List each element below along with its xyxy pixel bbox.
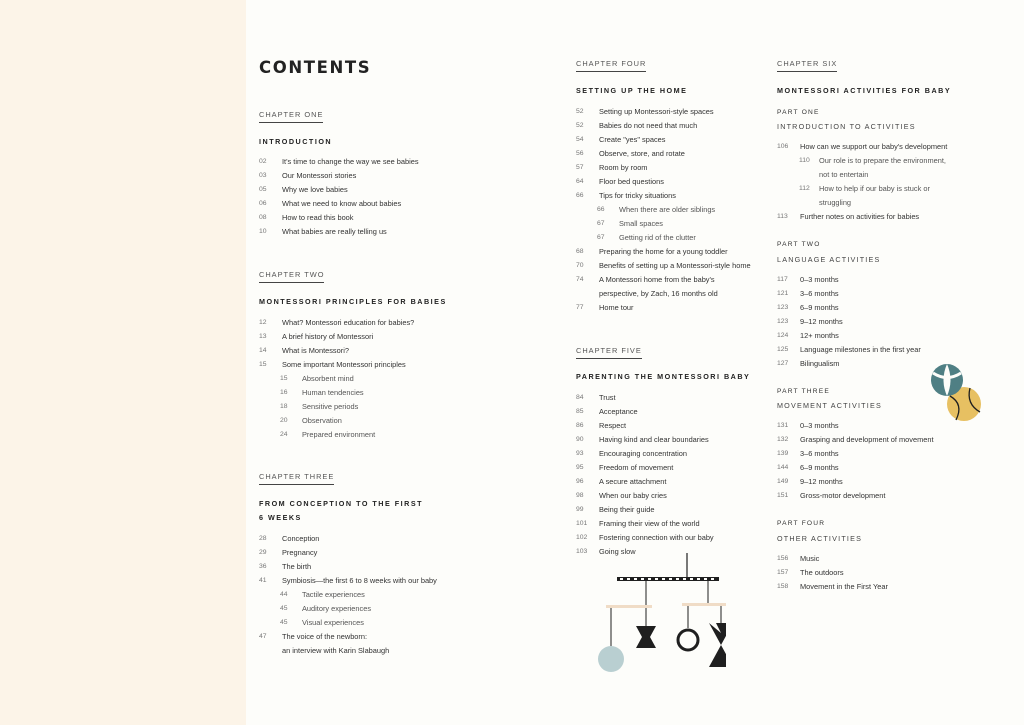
page-number: 10 — [259, 228, 267, 235]
toc-entry[interactable] — [777, 343, 1017, 357]
page-number: 99 — [576, 506, 584, 513]
entry-title: Setting up Montessori-style spaces — [599, 107, 714, 116]
toc-entry[interactable] — [576, 405, 771, 419]
page-number: 113 — [777, 213, 788, 220]
page-number: 144 — [777, 464, 789, 471]
toc-entry[interactable] — [777, 566, 1017, 580]
toc-subentry-continuation[interactable] — [777, 196, 1017, 210]
toc-subentry[interactable] — [259, 616, 559, 630]
page-number: 24 — [280, 431, 288, 438]
part-three-label: PART THREE — [777, 388, 830, 395]
page-number: 124 — [777, 332, 789, 339]
toc-entry[interactable] — [259, 546, 559, 560]
page-number: 41 — [259, 577, 267, 584]
page-number: 52 — [576, 122, 584, 129]
toc-entry[interactable] — [777, 461, 1017, 475]
chapter-three-section-line2: 6 WEEKS — [259, 513, 302, 522]
toc-entry[interactable] — [576, 301, 771, 315]
entry-title: Further notes on activities for babies — [800, 212, 920, 221]
entry-title: How can we support our baby's development — [800, 142, 948, 151]
page-number: 44 — [280, 591, 288, 598]
entry-title: Our Montessori stories — [282, 171, 357, 180]
toc-entry[interactable] — [777, 315, 1017, 329]
entry-title: Preparing the home for a young toddler — [599, 247, 728, 256]
toc-entry[interactable] — [777, 447, 1017, 461]
entry-title: The birth — [282, 562, 312, 571]
entry-title: Small spaces — [619, 219, 663, 228]
page-number: 156 — [777, 555, 789, 562]
toc-entry[interactable] — [259, 532, 559, 546]
toc-entry[interactable] — [259, 344, 559, 358]
chapter-three-entries — [259, 532, 559, 658]
page-number: 29 — [259, 549, 267, 556]
part-four-name: OTHER ACTIVITIES — [777, 534, 863, 543]
entry-title: 6–9 months — [800, 303, 839, 312]
toc-entry[interactable] — [777, 580, 1017, 594]
page-number: 84 — [576, 394, 584, 401]
toc-entry[interactable] — [777, 287, 1017, 301]
entry-title: Visual experiences — [302, 618, 364, 627]
toc-entry[interactable] — [259, 169, 559, 183]
entry-title: Trust — [599, 393, 616, 402]
entry-title: Going slow — [599, 547, 636, 556]
entry-title: Observation — [302, 416, 342, 425]
entry-title: Fostering connection with our baby — [599, 533, 714, 542]
page-number: 157 — [777, 569, 789, 576]
page-number: 05 — [259, 186, 267, 193]
entry-title: Our role is to prepare the environment, — [819, 156, 946, 165]
page-number: 36 — [259, 563, 267, 570]
entry-title: Benefits of setting up a Montessori-style home — [599, 261, 751, 270]
page-number: 101 — [576, 520, 588, 527]
toc-entry[interactable] — [576, 147, 771, 161]
entry-title: Bilingualism — [800, 359, 840, 368]
page-number: 13 — [259, 333, 267, 340]
entry-title: Getting rid of the clutter — [619, 233, 696, 242]
page-number: 14 — [259, 347, 267, 354]
toc-entry[interactable] — [777, 489, 1017, 503]
entry-title: Tips for tricky situations — [599, 191, 676, 200]
entry-title: Language milestones in the first year — [800, 345, 921, 354]
toc-entry[interactable] — [576, 461, 771, 475]
entry-title: What we need to know about babies — [282, 199, 402, 208]
page-number: 20 — [280, 417, 288, 424]
entry-title: Why we love babies — [282, 185, 348, 194]
page-number: 67 — [597, 220, 605, 227]
chapter-five-section: PARENTING THE MONTESSORI BABY — [576, 372, 751, 381]
page-number: 106 — [777, 143, 789, 150]
entry-title: perspective, by Zach, 16 months old — [599, 289, 718, 298]
toc-entry[interactable] — [777, 433, 1017, 447]
chapter-six-label: CHAPTER SIX — [777, 59, 837, 72]
page-number: 12 — [259, 319, 267, 326]
entry-title: What babies are really telling us — [282, 227, 387, 236]
page-number: 45 — [280, 605, 288, 612]
ball-illustration — [930, 360, 986, 426]
page-number: 112 — [799, 185, 810, 192]
page-number: 96 — [576, 478, 584, 485]
toc-entry[interactable] — [576, 161, 771, 175]
chapter-four-entries — [576, 105, 771, 315]
page-number: 66 — [597, 206, 605, 213]
chapter-four-section: SETTING UP THE HOME — [576, 86, 688, 95]
toc-entry[interactable] — [576, 447, 771, 461]
page-number: 131 — [777, 422, 789, 429]
entry-title: What? Montessori education for babies? — [282, 318, 415, 327]
entry-title: an interview with Karin Slabaugh — [282, 646, 390, 655]
page-number: 86 — [576, 422, 584, 429]
entry-title: Respect — [599, 421, 627, 430]
entry-title: The voice of the newborn: — [282, 632, 368, 641]
entry-title: Movement in the First Year — [800, 582, 888, 591]
page-title: CONTENTS — [259, 58, 372, 77]
chapter-five-label: CHAPTER FIVE — [576, 346, 642, 359]
toc-entry[interactable] — [259, 316, 559, 330]
toc-entry-continuation[interactable] — [576, 287, 771, 301]
page-number: 52 — [576, 108, 584, 115]
toc-subentry[interactable] — [259, 428, 559, 442]
toc-entry[interactable] — [259, 330, 559, 344]
page-number: 06 — [259, 200, 267, 207]
page-number: 70 — [576, 262, 584, 269]
part-two-name: LANGUAGE ACTIVITIES — [777, 255, 881, 264]
page-number: 67 — [597, 234, 605, 241]
part-two-entries — [777, 273, 1017, 371]
toc-entry[interactable] — [777, 301, 1017, 315]
entry-title: How to help if our baby is stuck or — [819, 184, 930, 193]
toc-entry[interactable] — [576, 175, 771, 189]
entry-title: Being their guide — [599, 505, 655, 514]
middle-column — [576, 0, 771, 725]
page-number: 98 — [576, 492, 584, 499]
entry-title: Encouraging concentration — [599, 449, 687, 458]
toc-entry[interactable] — [576, 133, 771, 147]
chapter-five-entries — [576, 391, 771, 559]
page-number: 127 — [777, 360, 789, 367]
page-number: 85 — [576, 408, 584, 415]
entry-title: Observe, store, and rotate — [599, 149, 685, 158]
entry-title: Framing their view of the world — [599, 519, 700, 528]
page-number: 56 — [576, 150, 584, 157]
toc-entry[interactable] — [576, 119, 771, 133]
entry-title: Grasping and development of movement — [800, 435, 934, 444]
toc-entry[interactable] — [576, 273, 771, 287]
entry-title: Auditory experiences — [302, 604, 372, 613]
entry-title: When our baby cries — [599, 491, 667, 500]
toc-entry[interactable] — [259, 155, 559, 169]
toc-entry[interactable] — [576, 419, 771, 433]
page-number: 68 — [576, 248, 584, 255]
page-number: 16 — [280, 389, 288, 396]
toc-entry[interactable] — [576, 245, 771, 259]
mobile-right-bar — [682, 603, 726, 606]
toc-entry[interactable] — [777, 273, 1017, 287]
page-number: 03 — [259, 172, 267, 179]
toc-entry[interactable] — [259, 211, 559, 225]
entry-title: Absorbent mind — [302, 374, 354, 383]
entry-title: Conception — [282, 534, 320, 543]
contents-page — [246, 0, 1024, 725]
entry-title: Symbiosis—the first 6 to 8 weeks with our baby — [282, 576, 437, 585]
entry-title: 9–12 months — [800, 477, 843, 486]
black-ring — [678, 630, 698, 650]
page-number: 15 — [280, 375, 288, 382]
toc-entry[interactable] — [576, 259, 771, 273]
entry-title: When there are older siblings — [619, 205, 716, 214]
toc-entry[interactable] — [259, 574, 559, 588]
entry-title: Create "yes" spaces — [599, 135, 666, 144]
toc-entry[interactable] — [576, 489, 771, 503]
entry-title: 3–6 months — [800, 449, 839, 458]
toc-entry[interactable] — [777, 140, 1017, 154]
entry-title: Home tour — [599, 303, 634, 312]
toc-subentry[interactable] — [576, 231, 771, 245]
left-column — [246, 0, 566, 725]
entry-title: A brief history of Montessori — [282, 332, 374, 341]
chapter-one-entries — [259, 155, 559, 239]
toc-entry[interactable] — [576, 475, 771, 489]
chapter-two-entries — [259, 316, 559, 442]
entry-title: The outdoors — [800, 568, 844, 577]
part-three-name: MOVEMENT ACTIVITIES — [777, 401, 882, 410]
page-number: 64 — [576, 178, 584, 185]
toc-subentry[interactable] — [576, 217, 771, 231]
entry-title: 9–12 months — [800, 317, 843, 326]
part-three-entries — [777, 419, 1017, 503]
page-number: 45 — [280, 619, 288, 626]
part-two-label: PART TWO — [777, 241, 821, 248]
entry-title: What is Montessori? — [282, 346, 349, 355]
toc-entry[interactable] — [259, 197, 559, 211]
entry-title: Human tendencies — [302, 388, 364, 397]
entry-title: It's time to change the way we see babies — [282, 157, 419, 166]
toc-entry[interactable] — [777, 552, 1017, 566]
page-number: 47 — [259, 633, 267, 640]
entry-title: Prepared environment — [302, 430, 376, 439]
entry-title: struggling — [819, 198, 852, 207]
entry-title: Floor bed questions — [599, 177, 664, 186]
toc-subentry[interactable] — [259, 414, 559, 428]
entry-title: Room by room — [599, 163, 648, 172]
mobile-top-bar — [617, 577, 719, 581]
entry-title: Sensitive periods — [302, 402, 359, 411]
part-one-entries — [777, 140, 1017, 224]
toc-entry[interactable] — [259, 225, 559, 239]
toc-entry[interactable] — [777, 475, 1017, 489]
toc-subentry[interactable] — [259, 602, 559, 616]
toc-entry[interactable] — [576, 531, 771, 545]
entry-title: Babies do not need that much — [599, 121, 698, 130]
page-number: 95 — [576, 464, 584, 471]
chapter-two-section: MONTESSORI PRINCIPLES FOR BABIES — [259, 297, 447, 306]
page-number: 103 — [576, 548, 588, 555]
part-one-name: INTRODUCTION TO ACTIVITIES — [777, 122, 916, 131]
toc-entry[interactable] — [777, 419, 1017, 433]
page-number: 15 — [259, 361, 267, 368]
page-number: 102 — [576, 534, 588, 541]
baby-mobile-illustration — [596, 553, 726, 678]
entry-title: Gross-motor development — [800, 491, 886, 500]
toc-entry[interactable] — [777, 210, 1017, 224]
toc-entry[interactable] — [576, 503, 771, 517]
toc-subentry[interactable] — [259, 372, 559, 386]
toc-entry[interactable] — [259, 630, 559, 644]
toc-entry[interactable] — [576, 189, 771, 203]
right-column — [777, 0, 1017, 725]
page-number: 110 — [799, 157, 810, 164]
page-number: 151 — [777, 492, 789, 499]
entry-title: not to entertain — [819, 170, 869, 179]
toc-entry-continuation[interactable] — [259, 644, 559, 658]
page-number: 02 — [259, 158, 267, 165]
toc-entry[interactable] — [259, 560, 559, 574]
page-number: 121 — [777, 290, 789, 297]
part-four-label: PART FOUR — [777, 520, 826, 527]
entry-title: A Montessori home from the baby's — [599, 275, 715, 284]
page-number: 123 — [777, 304, 789, 311]
page-number: 28 — [259, 535, 267, 542]
page-number: 57 — [576, 164, 584, 171]
part-four-entries — [777, 552, 1017, 594]
entry-title: A secure attachment — [599, 477, 667, 486]
black-hourglass-shape — [636, 626, 656, 648]
entry-title: Having kind and clear boundaries — [599, 435, 709, 444]
toc-entry[interactable] — [576, 433, 771, 447]
part-one-label: PART ONE — [777, 109, 820, 116]
entry-title: Some important Montessori principles — [282, 360, 406, 369]
chapter-four-label: CHAPTER FOUR — [576, 59, 646, 72]
mobile-left-bar — [606, 605, 652, 608]
entry-title: Acceptance — [599, 407, 638, 416]
page-number: 74 — [576, 276, 584, 283]
chapter-six-section: MONTESSORI ACTIVITIES FOR BABY — [777, 86, 952, 95]
chapter-three-label: CHAPTER THREE — [259, 472, 334, 485]
entry-title: Freedom of movement — [599, 463, 674, 472]
chapter-two-label: CHAPTER TWO — [259, 270, 324, 283]
entry-title: 3–6 months — [800, 289, 839, 298]
page-number: 149 — [777, 478, 789, 485]
entry-title: How to read this book — [282, 213, 354, 222]
page-number: 123 — [777, 318, 789, 325]
toc-entry[interactable] — [576, 517, 771, 531]
page-number: 90 — [576, 436, 584, 443]
entry-title: Tactile experiences — [302, 590, 365, 599]
page-number: 77 — [576, 304, 584, 311]
chapter-three-section-line1: FROM CONCEPTION TO THE FIRST — [259, 499, 424, 508]
page-number: 66 — [576, 192, 584, 199]
toc-entry[interactable] — [777, 329, 1017, 343]
toc-subentry[interactable] — [259, 588, 559, 602]
page-number: 139 — [777, 450, 789, 457]
page-number: 54 — [576, 136, 584, 143]
chapter-one-section: INTRODUCTION — [259, 137, 333, 146]
page-number: 125 — [777, 346, 789, 353]
page-number: 158 — [777, 583, 789, 590]
entry-title: Music — [800, 554, 820, 563]
toc-subentry[interactable] — [777, 154, 1017, 168]
entry-title: 6–9 months — [800, 463, 839, 472]
toc-subentry[interactable] — [576, 203, 771, 217]
toc-subentry[interactable] — [259, 386, 559, 400]
toc-subentry[interactable] — [259, 400, 559, 414]
page-number: 117 — [777, 276, 788, 283]
entry-title: Pregnancy — [282, 548, 318, 557]
entry-title: 0–3 months — [800, 275, 839, 284]
entry-title: 12+ months — [800, 331, 839, 340]
toc-subentry-continuation[interactable] — [777, 168, 1017, 182]
page-number: 18 — [280, 403, 288, 410]
toc-entry[interactable] — [259, 358, 559, 372]
page-number: 93 — [576, 450, 584, 457]
toc-entry[interactable] — [576, 391, 771, 405]
toc-subentry[interactable] — [777, 182, 1017, 196]
chapter-one-label: CHAPTER ONE — [259, 110, 323, 123]
pale-blue-ball — [598, 646, 624, 672]
entry-title: 0–3 months — [800, 421, 839, 430]
page-number: 132 — [777, 436, 789, 443]
page-number: 08 — [259, 214, 267, 221]
toc-entry[interactable] — [259, 183, 559, 197]
toc-entry[interactable] — [576, 105, 771, 119]
